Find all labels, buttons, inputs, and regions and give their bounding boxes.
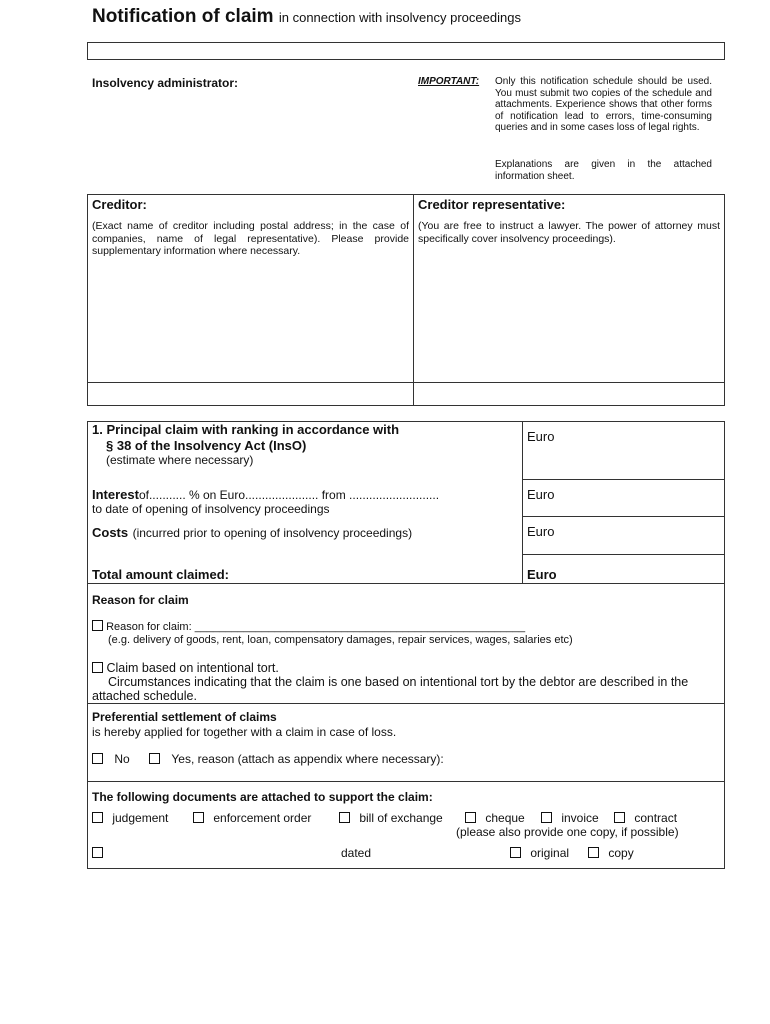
costs-label: Costs [92,525,129,540]
interest-sub: to date of opening of insolvency proceedings [92,502,330,516]
reason-divider [87,703,725,704]
preferential-options [92,752,444,766]
costs-line [92,524,412,542]
principal-claim-note: (estimate where necessary) [106,453,254,467]
representative-instructions: (You are free to instruct a lawyer. The power of attorney must specifically cover insolvency proceedings). [418,220,720,245]
doc-invoice [541,811,599,825]
reason-option-1 [92,620,525,633]
claim-divider-1 [522,479,725,480]
total-label: Total amount claimed: [92,567,229,582]
preferential-yes-checkbox[interactable] [149,753,160,764]
judgement-checkbox[interactable] [92,812,103,823]
bill-checkbox[interactable] [339,812,350,823]
page-title [92,6,521,28]
doc-judgement [92,811,168,825]
invoice-checkbox[interactable] [541,812,552,823]
cheque-checkbox[interactable] [465,812,476,823]
principal-euro[interactable]: Euro [527,429,555,444]
interest-details: of........... % on Euro...................... from ........................... [138,488,440,502]
interest-euro[interactable]: Euro [527,487,555,502]
total-euro[interactable]: Euro [527,567,557,582]
principal-claim-line2: § 38 of the Insolvency Act (InsO) [106,438,307,453]
creditor-input-area[interactable] [88,260,412,381]
reason-option-1-example: (e.g. delivery of goods, rent, loan, compensatory damages, repair services, wages, salaries etc) [108,634,573,646]
original-checkbox[interactable] [510,847,521,858]
doc-original [510,846,569,860]
judgement-label: judgement [112,811,169,825]
preferential-divider [87,781,725,782]
dated-label: dated [341,846,372,860]
reason-checkbox-2[interactable] [92,662,103,673]
doc-cheque [465,811,525,825]
doc-enforcement [193,811,311,825]
other-document-checkbox[interactable] [92,847,103,858]
contract-label: contract [634,811,678,825]
claim-divider-3 [522,554,725,555]
explanations-text: Explanations are given in the attached information sheet. [495,159,712,182]
reference-field[interactable] [87,42,725,60]
preferential-no-checkbox[interactable] [92,753,103,764]
preferential-text: is hereby applied for together with a claim in case of loss. [92,725,397,739]
interest-label: Interest [92,487,139,502]
copy-checkbox[interactable] [588,847,599,858]
insolvency-administrator-label: Insolvency administrator: [92,76,239,90]
documents-title: The following documents are attached to support the claim: [92,790,433,804]
enforcement-checkbox[interactable] [193,812,204,823]
doc-bill [339,811,443,825]
claim-divider-vertical [522,421,523,584]
title-main: Notification of claim [92,6,274,27]
principal-claim-line1: 1. Principal claim with ranking in accordance with [92,422,400,437]
reason-title: Reason for claim [92,593,189,607]
costs-euro[interactable]: Euro [527,524,555,539]
doc-contract [614,811,677,825]
representative-title: Creditor representative: [418,197,566,212]
claim-divider-2 [522,516,725,517]
preferential-no-label: No [114,752,130,766]
reason-option-2-label: Claim based on intentional tort. [106,661,279,675]
invoice-label: invoice [561,811,599,825]
costs-note: (incurred prior to opening of insolvency proceedings) [132,526,413,540]
cheque-label: cheque [485,811,525,825]
important-label: IMPORTANT: [418,76,480,87]
title-subtitle: in connection with insolvency proceedings [278,10,521,25]
doc-copy [588,846,634,860]
reason-checkbox-1[interactable] [92,620,103,631]
documents-copy-note: (please also provide one copy, if possible) [456,825,679,839]
doc-other [92,846,103,860]
bill-label: bill of exchange [359,811,443,825]
original-label: original [530,846,570,860]
creditor-divider-horizontal [87,382,725,383]
representative-input-area[interactable] [414,248,724,381]
reason-option-2-text: Circumstances indicating that the claim is one based on intentional tort by the debtor are described in the attached schedule. [92,675,689,703]
principal-claim-title [92,422,399,454]
contract-checkbox[interactable] [614,812,625,823]
reason-option-1-label: Reason for claim: ______________________________________________________ [106,621,526,633]
enforcement-label: enforcement order [213,811,312,825]
creditor-title: Creditor: [92,197,147,212]
reason-option-2 [92,661,279,675]
creditor-instructions: (Exact name of creditor including postal address; in the case of companies, name of legal representative). Please provide supplementary information where necessary. [92,220,409,257]
important-text: Only this notification schedule should be used. You must submit two copies of the schedule and attachments. Experience shows that other forms of notification lead to errors, time-consuming queries and in some cases loss of legal rights. [495,76,712,133]
preferential-title: Preferential settlement of claims [92,710,277,724]
copy-label: copy [608,846,634,860]
preferential-yes-label: Yes, reason (attach as appendix where necessary): [171,752,444,766]
